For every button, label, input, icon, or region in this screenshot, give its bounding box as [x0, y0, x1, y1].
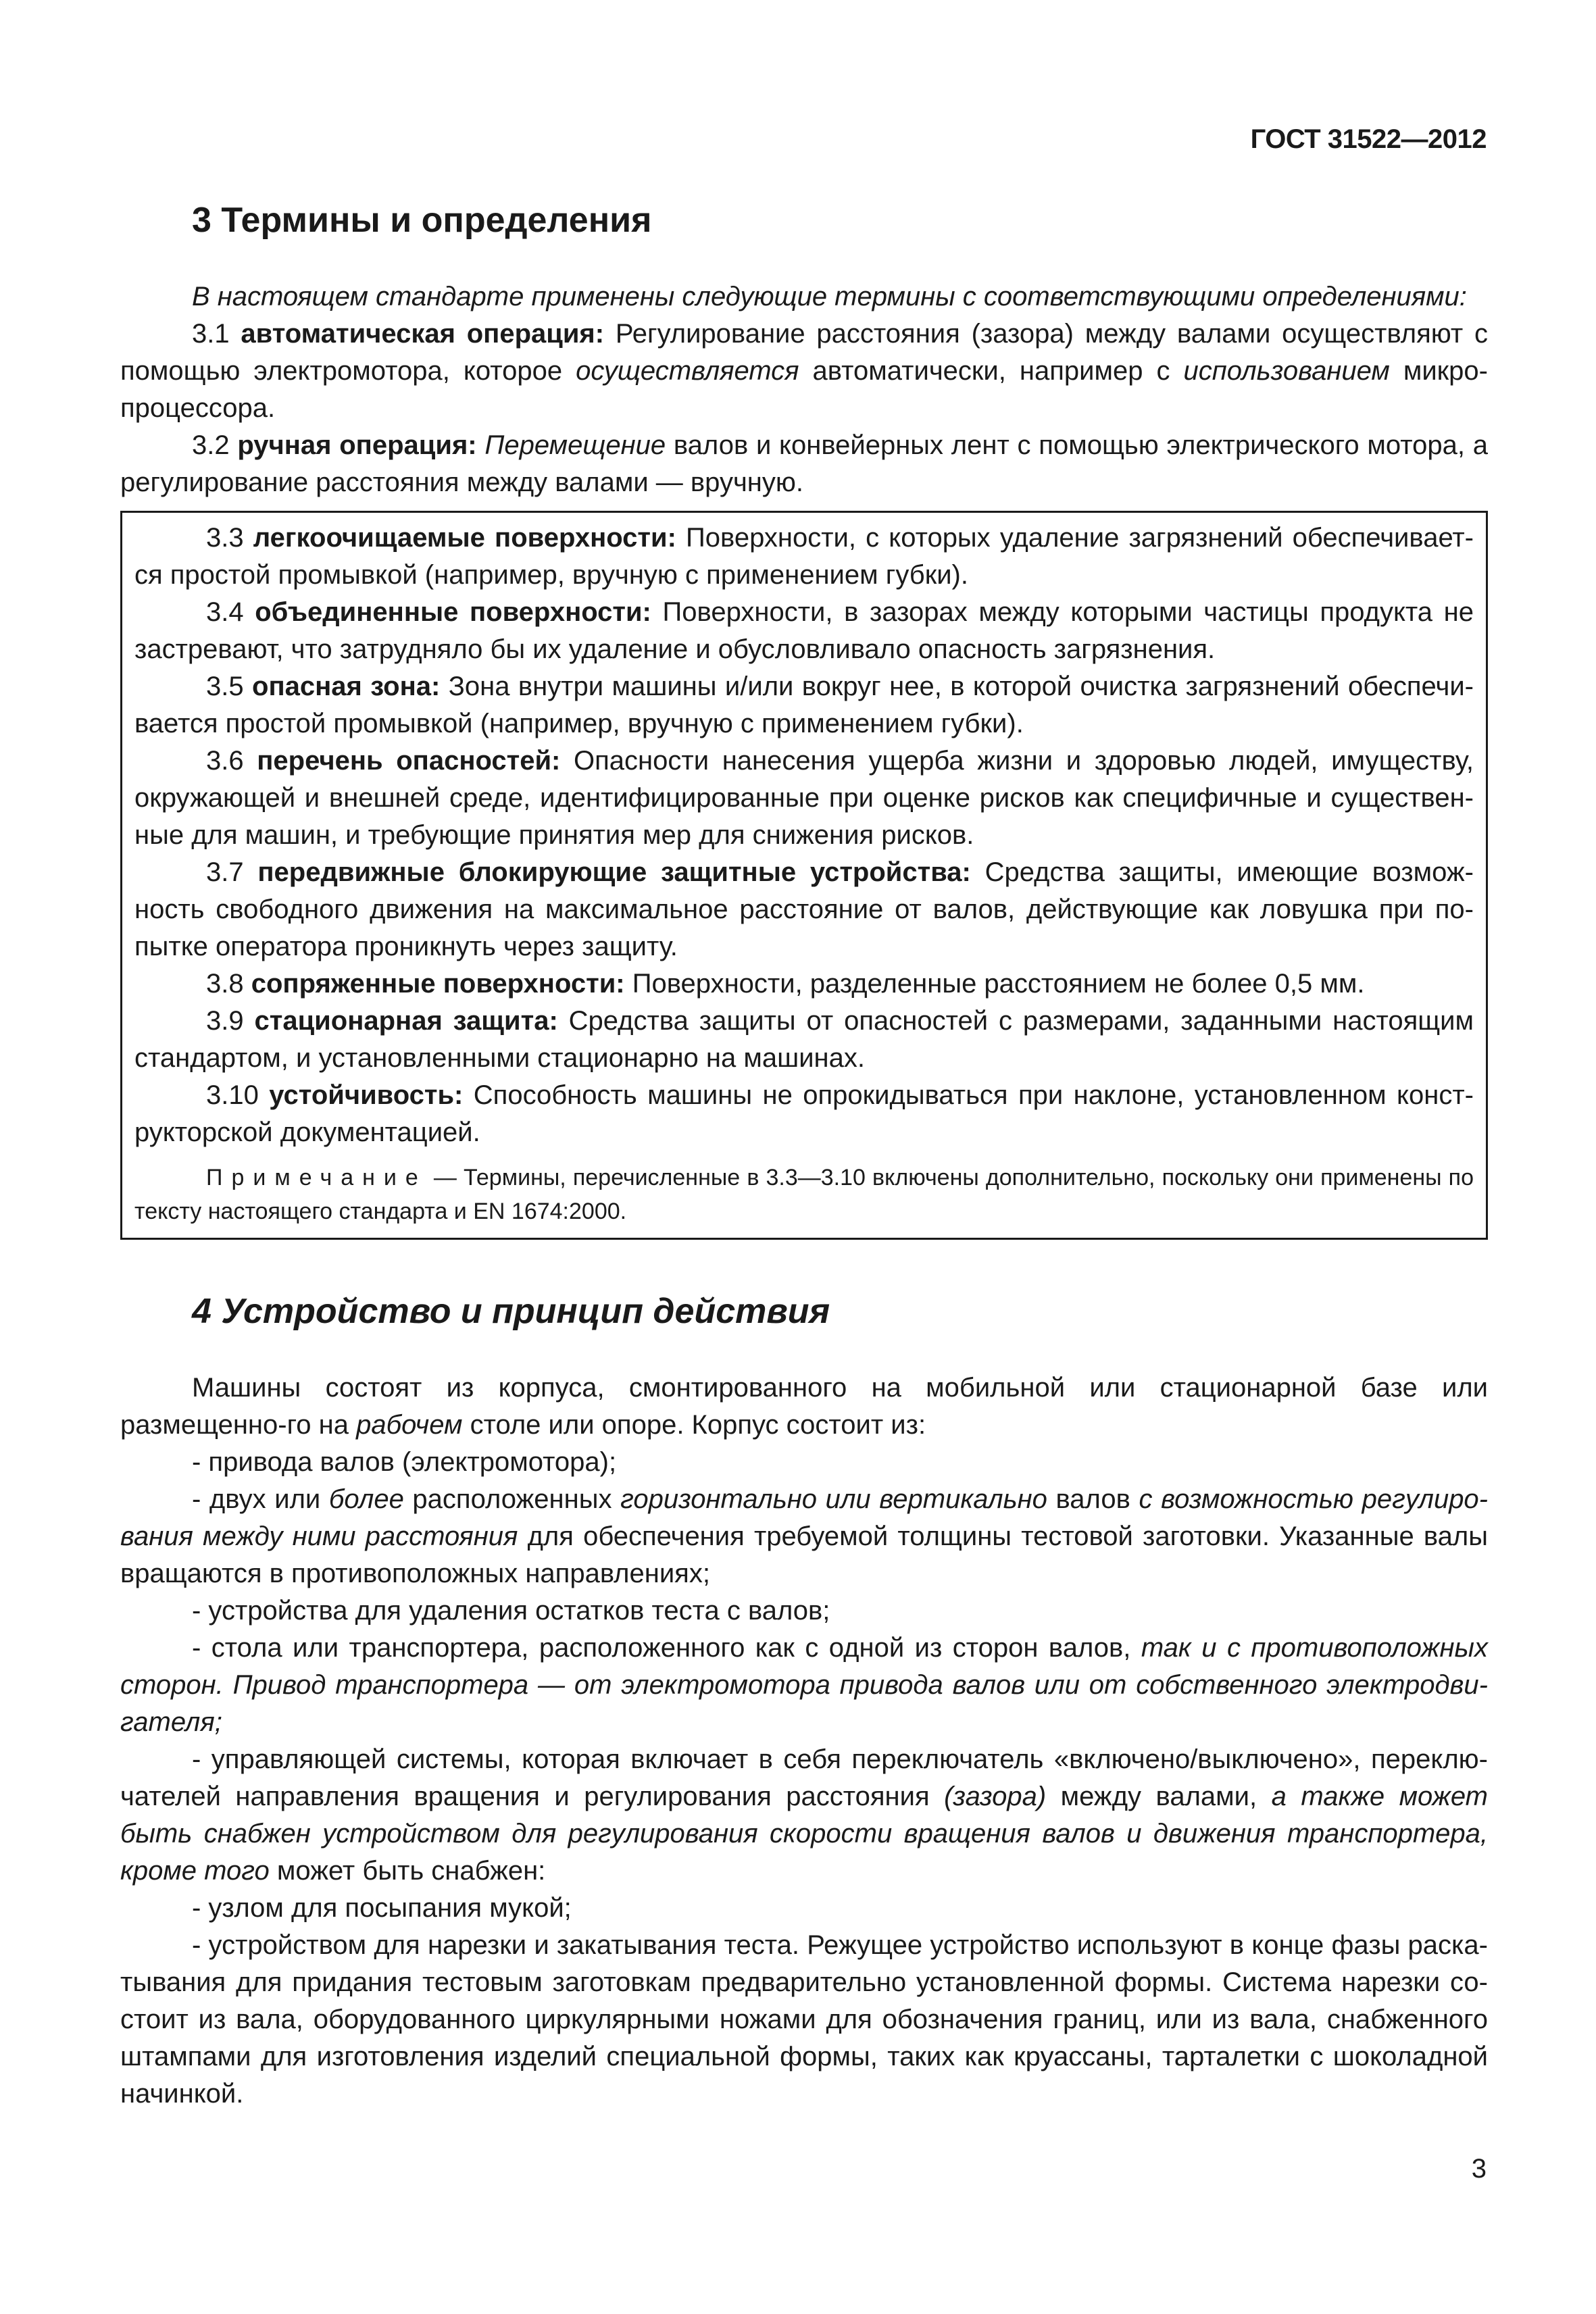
- added-terms-box: [120, 511, 1488, 1240]
- section-4-item-control: - управляющей системы, которая включает в себя переключатель «включено/выключено», переклю-чателей направления вращения и регулирования расстояния (зазора) между валами, а также может быть снабжен устройством для регулирования скорости вращения валов и движения транспортера, кроме того может быть снабжен:: [120, 1744, 1489, 1886]
- section-4-item-rollers: - двух или более расположенных горизонтально или вертикально валов с возможностью регулиро-вания между ними расстояния для обеспечения требуемой толщины тестовой заготовки. Указанные валы вращаются в противоположных направлениях;: [120, 1484, 1489, 1588]
- section-4-title: 4 Устройство и принцип действия: [192, 1292, 830, 1331]
- section-3-intro: В настоящем стандарте применены следующие термины с соответствующими определениями:: [192, 282, 1467, 311]
- section-4-item-flour: - узлом для посыпания мукой;: [192, 1893, 572, 1923]
- page-number: 3: [1471, 2154, 1487, 2184]
- term-3-4: 3.4 объединенные поверхности: Поверхности, в зазорах между которыми частицы продукта не застревают, что затрудняло бы их удаление и обусловливало опасность загрязнения.: [134, 597, 1474, 664]
- term-3-6: 3.6 перечень опасностей: Опасности нанесения ущерба жизни и здоровью людей, имуществу, окружающей и внешней среде, идентифицированные при оценке рисков как специфичные и существен-ные для машин, и требующие принятия мер для снижения рисков.: [134, 746, 1474, 850]
- term-3-8: 3.8 сопряженные поверхности: Поверхности, разделенные расстоянием не более 0,5 мм.: [206, 969, 1365, 999]
- term-3-1: 3.1 автоматическая операция: Регулирование расстояния (зазора) между валами осуществляют с помощью электромотора, которое осуществляется автоматически, например с использованием микро-процессора.: [120, 319, 1488, 423]
- term-3-3: 3.3 легкоочищаемые поверхности: Поверхности, с которых удаление загрязнений обеспечивает-ся простой промывкой (например, вручную с применением губки).: [134, 523, 1474, 590]
- section-4-item-drive: - привода валов (электромотора);: [192, 1447, 617, 1477]
- term-3-7: 3.7 передвижные блокирующие защитные устройства: Средства защиты, имеющие возмож-ность свободного движения на максимальное расстояние от валов, действующие как ловушка при по-пытке оператора проникнуть через защиту.: [134, 857, 1474, 961]
- terms-note: Примечание — Термины, перечисленные в 3.3—3.10 включены дополнительно, поскольку они применены по тексту настоящего стандарта и EN 1674:2000.: [134, 1165, 1474, 1224]
- term-3-5: 3.5 опасная зона: Зона внутри машины и/или вокруг нее, в которой очистка загрязнений обеспечи-вается простой промывкой (например, вручную с применением губки).: [134, 672, 1474, 738]
- document-body: [120, 196, 1488, 2113]
- term-3-9: 3.9 стационарная защита: Средства защиты от опасностей с размерами, заданными настоящим стандартом, и установленными стационарно на машинах.: [134, 1006, 1474, 1073]
- section-4-item-cleaning: - устройства для удаления остатков теста с валов;: [192, 1596, 830, 1626]
- section-3-title: 3 Термины и определения: [192, 201, 652, 240]
- section-4-paragraph-1: Машины состоят из корпуса, смонтированного на мобильной или стационарной базе или размещенно-го на рабочем столе или опоре. Корпус состоит из:: [120, 1373, 1488, 1440]
- page-header-code: ГОСТ 31522—2012: [1250, 124, 1487, 154]
- section-4-item-table: - стола или транспортера, расположенного как с одной из сторон валов, так и с противоположных сторон. Привод транспортера — от электромотора привода валов или от собственного электродви-гателя;: [120, 1633, 1488, 1737]
- section-4-item-cutting: - устройством для нарезки и закатывания теста. Режущее устройство используют в конце фазы раска-тывания для придания тестовым заготовкам предварительно установленной формы. Система нарезки со-стоит из вала, оборудованного циркулярными ножами для обозначения границ, или из вала, снабженного штампами для изготовления изделий специальной формы, таких как круассаны, тарталетки с шоколадной начинкой.: [120, 1930, 1488, 2109]
- term-3-2: 3.2 ручная операция: Перемещение валов и конвейерных лент с помощью электрического мотора, а регулирование расстояния между валами — вручную.: [120, 430, 1489, 497]
- term-3-10: 3.10 устойчивость: Способность машины не опрокидываться при наклоне, установленном конст-рукторской документацией.: [134, 1080, 1474, 1147]
